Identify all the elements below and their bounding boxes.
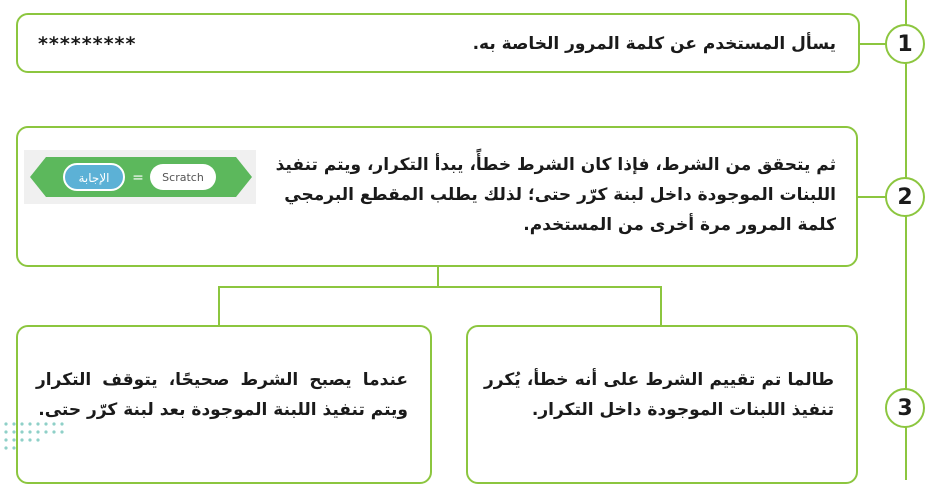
- step-3-right-text: طالما تم تقييم الشرط على أنه خطأ، يُكرر تنفيذ اللبنات الموجودة داخل التكرار.: [484, 370, 834, 420]
- step-badge-2: [885, 177, 925, 217]
- decorative-dots: [0, 418, 70, 468]
- step-1-box: [16, 13, 860, 73]
- step-number-2: 2: [897, 184, 913, 210]
- connector-2: [858, 196, 886, 198]
- step-number-3: 3: [897, 395, 913, 421]
- step-badge-3: [885, 388, 925, 428]
- answer-label: الإجابة: [78, 171, 110, 185]
- step-2-line-2-pre: اللبنات الموجودة داخل لبنة: [607, 185, 836, 205]
- branch-stem: [437, 267, 439, 287]
- scratch-condition-block: [24, 150, 256, 204]
- step-number-1: 1: [897, 31, 913, 57]
- repeat-until-block-name: كرّر حتى: [534, 185, 608, 205]
- branch-right-drop: [660, 286, 662, 326]
- password-value: *********: [38, 33, 137, 55]
- step-2-text: [216, 150, 836, 240]
- step-2-line-1: ثم يتحقق من الشرط، فإذا كان الشرط خطأً، يبدأ التكرار، ويتم تنفيذ: [275, 155, 836, 175]
- step-3-left-bold: كرّر حتى: [44, 400, 118, 420]
- step-3-left-pre: عندما يصبح الشرط صحيحًا، يتوقف التكرار ويتم تنفيذ اللبنة الموجودة بعد لبنة: [36, 370, 408, 420]
- step-2-line-2: [216, 180, 836, 210]
- step-1-text: يسأل المستخدم عن كلمة المرور الخاصة به.: [472, 34, 836, 54]
- connector-1: [858, 43, 886, 45]
- step-3-left-box: [16, 325, 432, 484]
- step-3-left-post: .: [38, 400, 45, 420]
- step-2-box: [16, 126, 858, 267]
- step-3-right-box: [466, 325, 858, 484]
- scratch-value-text: Scratch: [162, 171, 204, 184]
- branch-left-drop: [218, 286, 220, 326]
- equals-operator: =: [132, 170, 144, 186]
- step-2-line-3: كلمة المرور مرة أخرى من المستخدم.: [523, 215, 836, 235]
- branch-bar: [218, 286, 662, 288]
- step-3-left-text: [36, 365, 408, 425]
- step-2-line-2-post: ؛ لذلك يطلب المقطع البرمجي: [284, 185, 535, 205]
- step-badge-1: [885, 24, 925, 64]
